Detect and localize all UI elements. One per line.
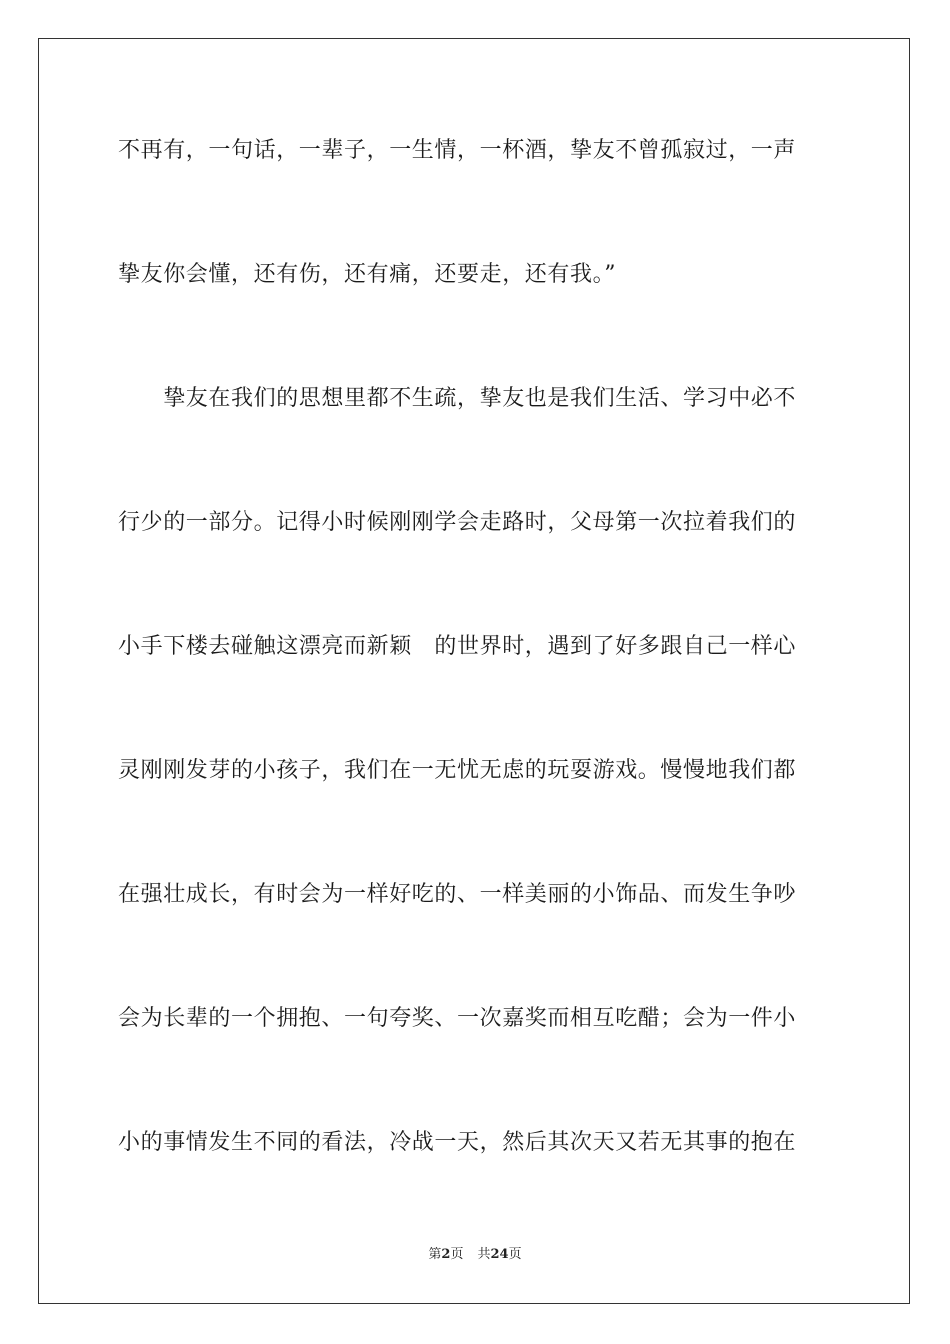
text-line-1: 不再有，一句话，一辈子，一生情，一杯酒，挚友不曾孤寂过，一声 — [118, 138, 797, 163]
total-pages: 24 — [490, 1247, 509, 1262]
text-line-9: 小的事情发生不同的看法，冷战一天，然后其次天又若无其事的抱在 — [118, 1130, 797, 1155]
page-suffix: 页 — [450, 1247, 464, 1262]
text-line-5: 小手下楼去碰触这漂亮而新颖 的世界时，遇到了好多跟自己一样心 — [118, 634, 797, 659]
total-prefix: 共 — [477, 1247, 491, 1262]
page-number: 2 — [441, 1247, 451, 1262]
text-line-2: 挚友你会懂，还有伤，还有痛，还要走，还有我。” — [118, 262, 617, 287]
text-line-8: 会为长辈的一个拥抱、一句夸奖、一次嘉奖而相互吃醋；会为一件小 — [118, 1006, 797, 1031]
total-suffix: 页 — [508, 1247, 522, 1262]
text-line-3: 挚友在我们的思想里都不生疏，挚友也是我们生活、学习中必不 — [118, 386, 797, 411]
text-line-7: 在强壮成长，有时会为一样好吃的、一样美丽的小饰品、而发生争吵 — [118, 882, 797, 907]
page-border — [38, 38, 910, 1304]
page-prefix: 第 — [428, 1247, 442, 1262]
page-footer — [0, 1246, 950, 1264]
text-line-6: 灵刚刚发芽的小孩子，我们在一无忧无虑的玩耍游戏。慢慢地我们都 — [118, 758, 797, 783]
text-line-4: 行少的一部分。记得小时候刚刚学会走路时，父母第一次拉着我们的 — [118, 510, 797, 535]
